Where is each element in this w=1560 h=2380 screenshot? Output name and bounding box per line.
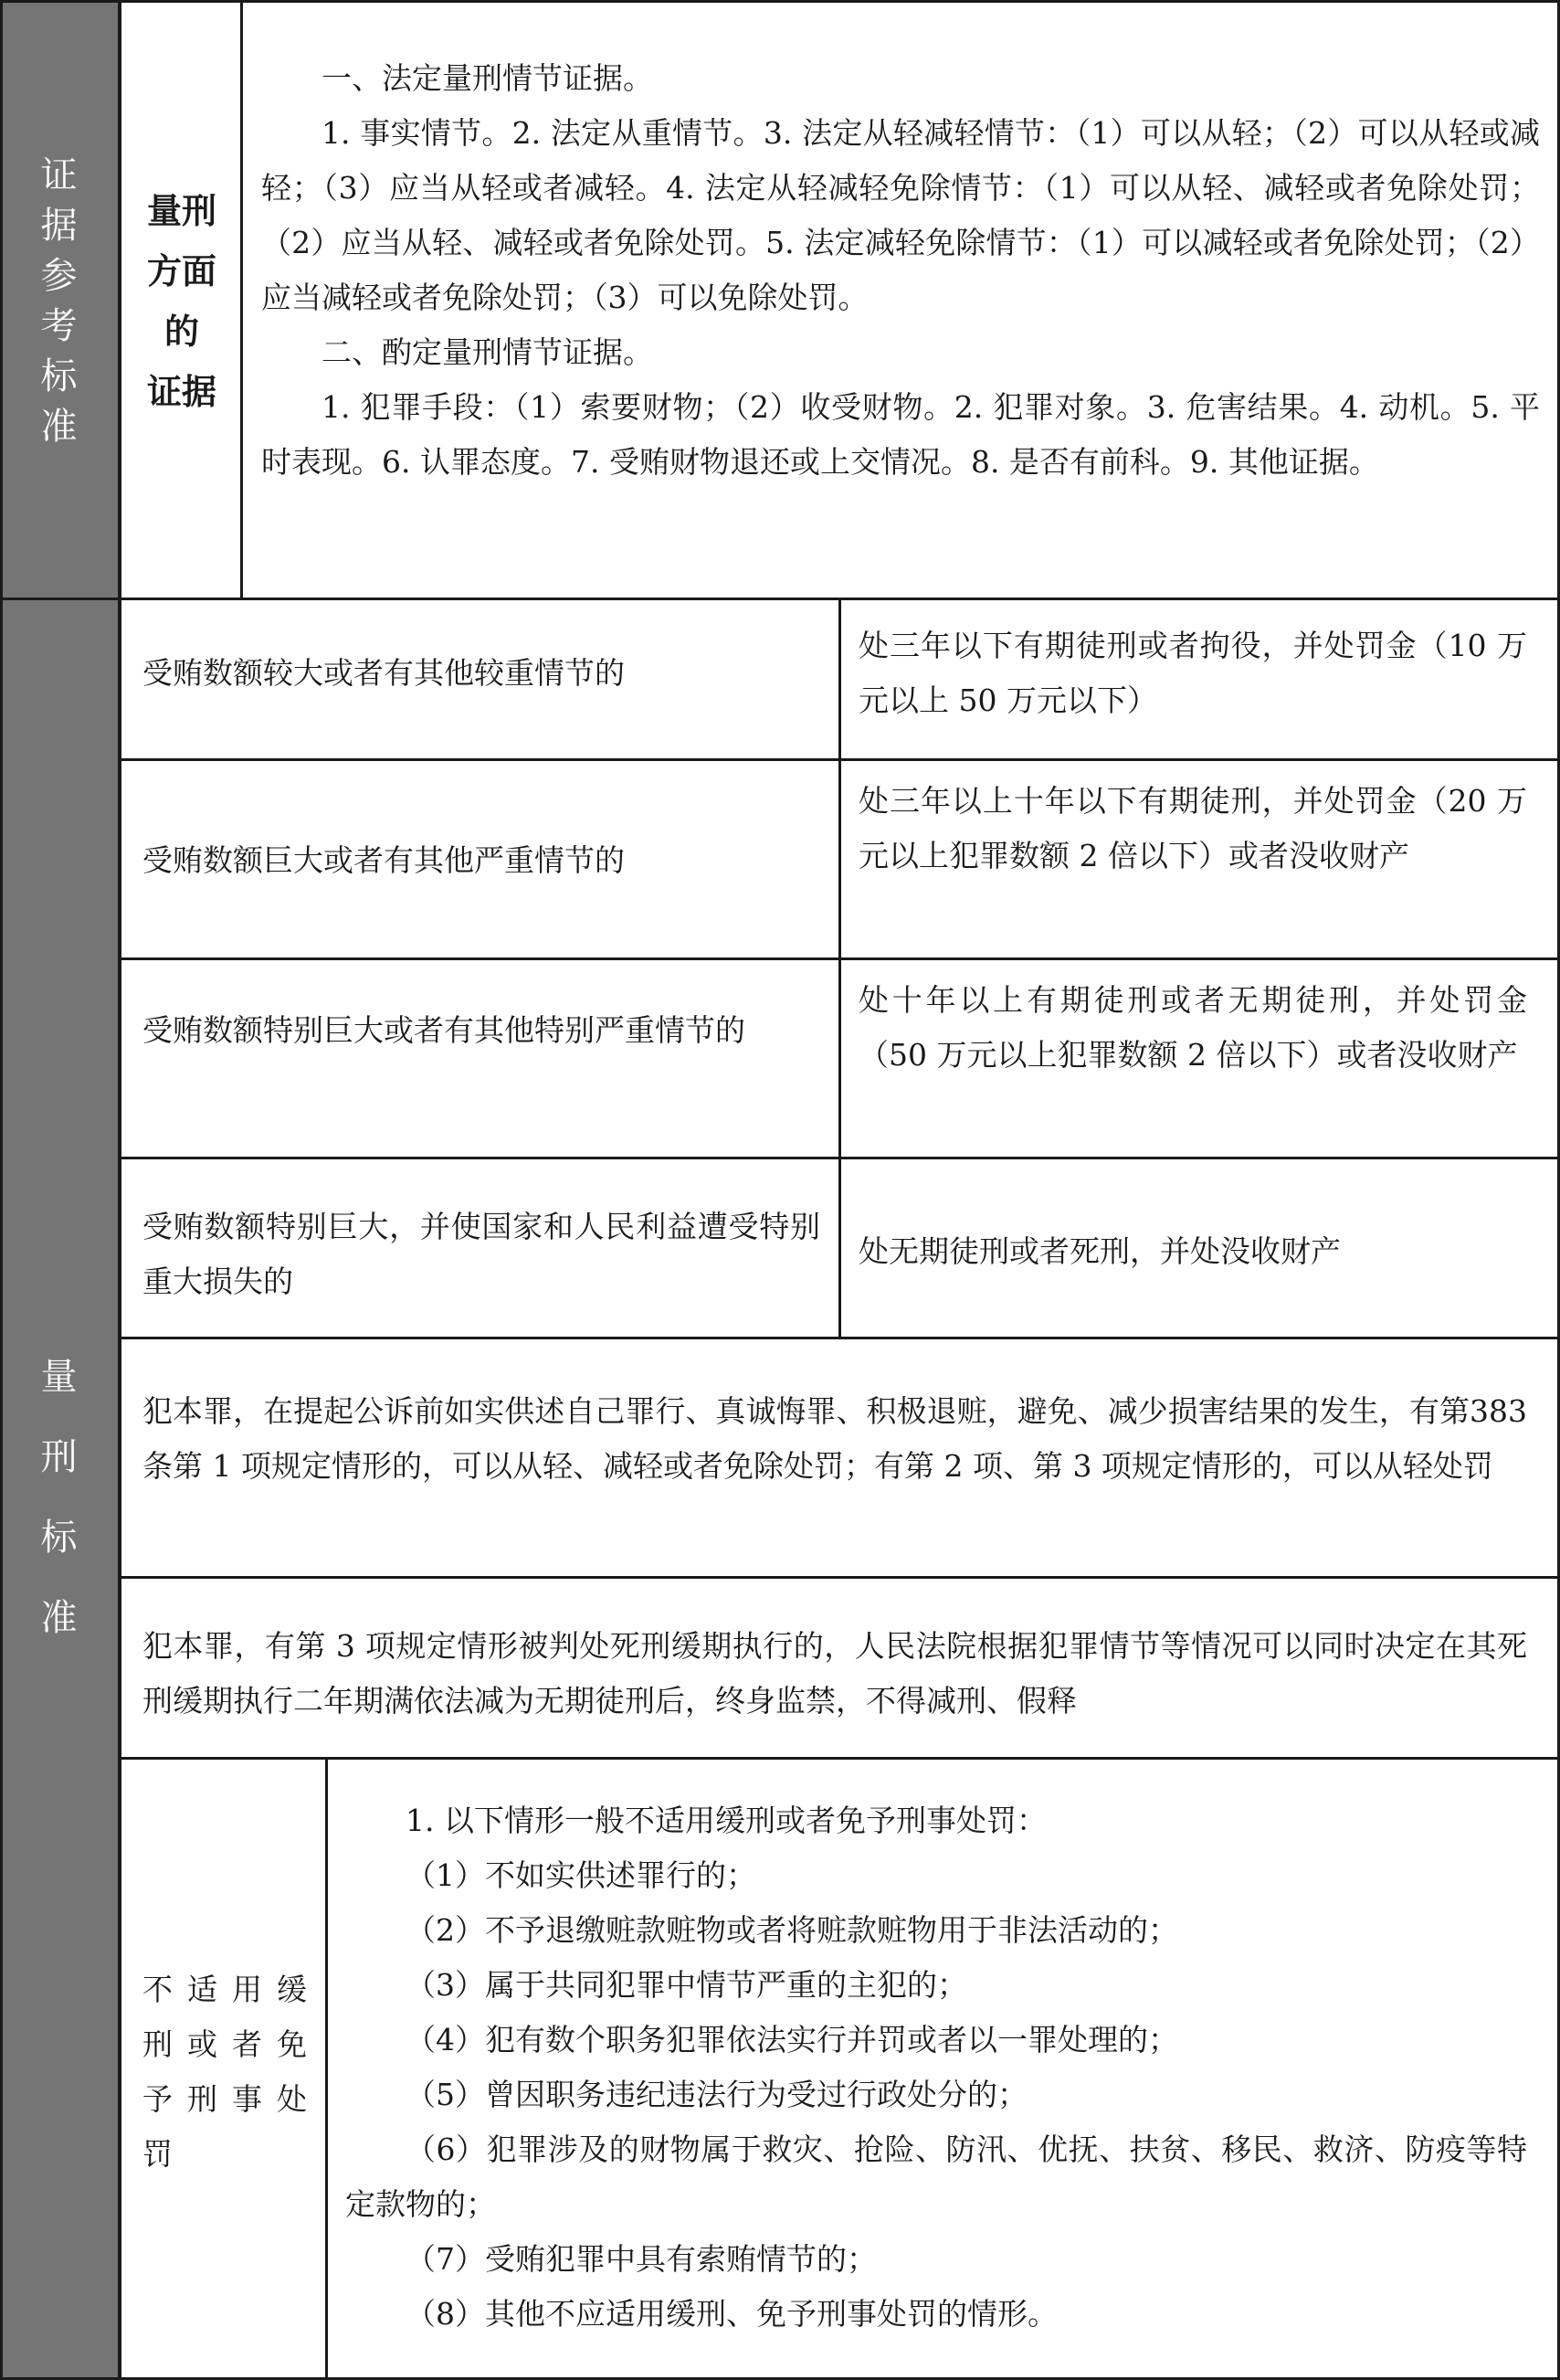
list-item: （3）属于共同犯罪中情节严重的主犯的； xyxy=(406,1967,967,2003)
list-item: （8）其他不应适用缓刑、免予刑事处罚的情形。 xyxy=(406,2296,1058,2332)
penalty-row-1: 处三年以下有期徒刑或者拘役，并处罚金（10 万元以上 50 万元以下） xyxy=(859,628,1527,718)
list-item: （4）犯有数个职务犯罪依法实行并罚或者以一罪处理的； xyxy=(406,2022,1178,2057)
condition-row-2: 受贿数额巨大或者有其他严重情节的 xyxy=(142,842,625,878)
penalty-row-2: 处三年以上十年以下有期徒刑，并处罚金（20 万元以上犯罪数额 2 倍以下）或者没收财产 xyxy=(859,783,1527,873)
paragraph-statutory-heading: 一、法定量刑情节证据。 xyxy=(321,60,653,96)
condition-row-4: 受贿数额特别巨大，并使国家和人民利益遭受特别重大损失的 xyxy=(142,1209,820,1299)
penalty-row-4: 处无期徒刑或者死刑，并处没收财产 xyxy=(859,1233,1341,1269)
divider-sublabel xyxy=(240,0,243,598)
note-lenient-sentencing: 犯本罪，在提起公诉前如实供述自己罪行、真诚悔罪、积极退赃，避免、减少损害结果的发生，有第383 条第 1 项规定情形的，可以从轻、减轻或者免除处罚；有第 2 项、第 3 项规定情形的，可以从轻处罚 xyxy=(142,1393,1527,1484)
divider-row-3 xyxy=(121,1157,1560,1159)
divider-row-1 xyxy=(121,758,1560,761)
divider-note-1 xyxy=(121,1576,1560,1579)
sidebar-sentencing-standard xyxy=(0,598,121,2380)
table-border-top xyxy=(0,0,1560,3)
list-item: （7）受贿犯罪中具有索贿情节的； xyxy=(406,2241,877,2277)
probation-list xyxy=(329,1759,1544,2380)
sub-label-sentencing-evidence: 量刑 方面 的 证据 xyxy=(146,191,216,412)
divider-row-2 xyxy=(121,957,1560,960)
probation-label: 不适用缓刑或者免予刑事处罚 xyxy=(142,1972,312,2172)
penalty-row-3: 处十年以上有期徒刑或者无期徒刑，并处罚金（50 万元以上犯罪数额 2 倍以下）或者没收财产 xyxy=(859,982,1527,1073)
condition-row-1: 受贿数额较大或者有其他较重情节的 xyxy=(142,655,625,691)
paragraph-statutory-items: 1. 事实情节。2. 法定从重情节。3. 法定从轻减轻情节：（1）可以从轻；（2）可以从轻或减轻；（3）应当从轻或者减轻。4. 法定从轻减轻免除情节：（1）可以从轻、减轻或者免除处罚；（2）应当从轻、减轻或者免除处罚。5. 法定减轻免除情节：（1）可以减轻或者免除处罚；（2）应当减轻或者免除处罚；（3）可以免除处罚。 xyxy=(261,115,1540,315)
evidence-content xyxy=(245,0,1540,598)
list-item: （6）犯罪涉及的财物属于救灾、抢险、防汛、优抚、扶贫、移民、救济、防疫等特定款物的； xyxy=(345,2131,1527,2222)
sidebar-label-evidence: 证 据 参 考 标 准 xyxy=(40,154,78,448)
divider-row-4 xyxy=(121,1337,1560,1339)
condition-row-3: 受贿数额特别巨大或者有其他特别严重情节的 xyxy=(142,1012,745,1048)
divider-section xyxy=(0,598,1560,600)
paragraph-discretionary-heading: 二、酌定量刑情节证据。 xyxy=(321,334,653,370)
divider-condition-penalty xyxy=(838,598,841,1338)
divider-note-2 xyxy=(121,1757,1560,1760)
list-item: 1. 以下情形一般不适用缓刑或者免予刑事处罚： xyxy=(406,1803,1047,1838)
list-item: （1）不如实供述罪行的； xyxy=(406,1857,756,1893)
list-item: （5）曾因职务违纪违法行为受过行政处分的； xyxy=(406,2077,1028,2112)
note-life-imprisonment: 犯本罪，有第 3 项规定情形被判处死刑缓期执行的，人民法院根据犯罪情节等情况可以同时决定在其死刑缓期执行二年期满依法减为无期徒刑后，终身监禁，不得减刑、假释 xyxy=(142,1628,1527,1719)
table-border-left xyxy=(0,0,3,2380)
sidebar-evidence-standard xyxy=(0,0,121,598)
list-item: （2）不予退缴赃款赃物或者将赃款赃物用于非法活动的； xyxy=(406,1912,1178,1948)
sidebar-label-sentencing: 量 刑 标 准 xyxy=(40,1356,78,1639)
divider-probation xyxy=(325,1759,328,2380)
paragraph-discretionary-items: 1. 犯罪手段：（1）索要财物；（2）收受财物。2. 犯罪对象。3. 危害结果。4. 动机。5. 平时表现。6. 认罪态度。7. 受贿财物退还或上交情况。8. 是否有前科。9. 其他证据。 xyxy=(261,389,1540,480)
